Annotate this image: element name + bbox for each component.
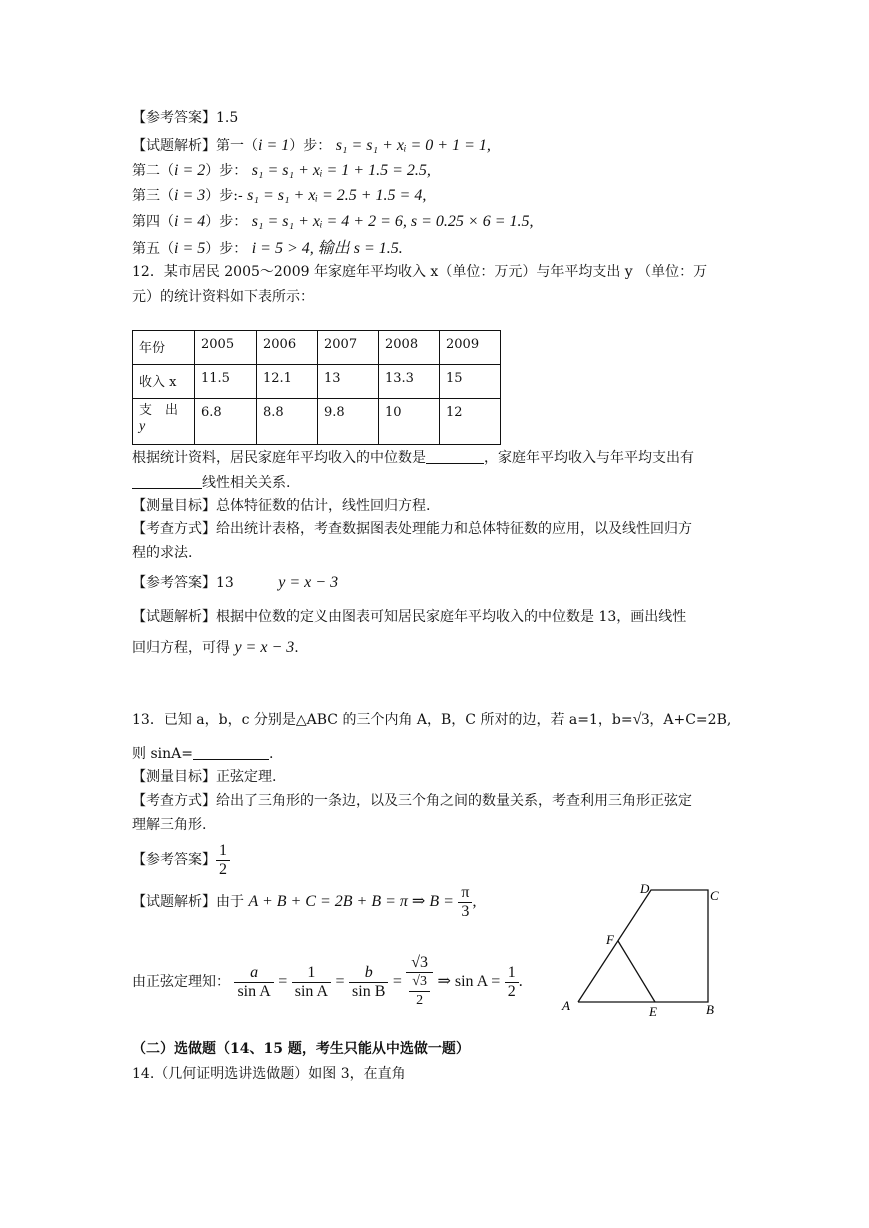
target-text: 总体特征数的估计，线性回归方程. bbox=[216, 498, 431, 514]
step-math: s₁ = s₁ + xᵢ = 1 + 1.5 = 2.5, bbox=[251, 162, 431, 179]
step-index: i = 2 bbox=[174, 162, 206, 179]
fraction-numerator: 1 bbox=[292, 964, 331, 983]
analysis-equation: y = x − 3 bbox=[234, 639, 295, 656]
q12-analysis bbox=[132, 607, 686, 627]
analysis-tag: 【试题解析】 bbox=[132, 138, 216, 154]
table-cell bbox=[133, 399, 195, 445]
answer-equation: y = x − 3 bbox=[278, 574, 339, 591]
step-math: i = 5 > 4, 输出 s = 1.5. bbox=[251, 240, 403, 257]
answer-blank bbox=[426, 447, 484, 464]
vertex-label: E bbox=[649, 1004, 657, 1019]
q13-stem-line2 bbox=[132, 743, 273, 764]
q12-method-line2: 程的求法. bbox=[132, 545, 193, 561]
step-prefix: 第一（ bbox=[216, 138, 258, 154]
fraction-numerator: √3 bbox=[409, 973, 430, 992]
table-cell: 13.3 bbox=[379, 365, 440, 399]
table-cell: 13 bbox=[318, 365, 379, 399]
stem-sqrt: √3 bbox=[632, 711, 650, 728]
table-cell: 6.8 bbox=[195, 399, 257, 445]
law-end: . bbox=[518, 973, 523, 990]
answer-tag: 【参考答案】 bbox=[132, 110, 216, 126]
q12-question bbox=[132, 447, 694, 468]
q13-target bbox=[132, 767, 276, 787]
table-row-spend bbox=[133, 399, 501, 445]
spend-label: 支 出 bbox=[139, 403, 179, 418]
table-cell: 12 bbox=[440, 399, 501, 445]
answer-blank bbox=[193, 743, 269, 760]
fraction-denominator: sin A bbox=[237, 982, 271, 1000]
method-text: 给出统计表格，考查数据图表处理能力和总体特征数的应用，以及线性回归方 bbox=[216, 521, 692, 537]
q13-answer bbox=[132, 840, 230, 880]
step-index: i = 1 bbox=[258, 137, 290, 154]
q12-answer bbox=[132, 573, 338, 593]
stem-text: 则 sinA= bbox=[132, 746, 193, 762]
q12-question-line2 bbox=[132, 472, 290, 493]
fraction-numerator: a bbox=[234, 964, 273, 983]
step-prefix: 第三（ bbox=[132, 188, 174, 204]
vertex-label: B bbox=[706, 1002, 714, 1017]
table-cell: 11.5 bbox=[195, 365, 257, 399]
law-prefix: 由正弦定理知： bbox=[132, 974, 230, 990]
fraction-numerator: b bbox=[349, 964, 388, 983]
fraction-numerator: 1 bbox=[505, 964, 519, 983]
q13-method bbox=[132, 791, 692, 811]
q11-step3 bbox=[132, 186, 426, 206]
q13-analysis bbox=[132, 882, 476, 922]
stats-table bbox=[132, 330, 501, 445]
table-cell: 9.8 bbox=[318, 399, 379, 445]
table-cell: 2009 bbox=[440, 331, 501, 365]
q11-answer: 1.5 bbox=[216, 110, 239, 126]
vertex-label: A bbox=[562, 998, 570, 1013]
fraction-denominator: 2 bbox=[219, 860, 227, 878]
method-tag: 【考查方式】 bbox=[132, 793, 216, 809]
vertex-label: D bbox=[640, 881, 650, 896]
step-index: i = 5 bbox=[174, 240, 206, 257]
table-row-income bbox=[133, 365, 501, 399]
spend-label-var: y bbox=[139, 419, 146, 434]
table-cell: 2008 bbox=[379, 331, 440, 365]
fraction-numerator: √3 bbox=[406, 954, 433, 973]
fraction-denominator: sin B bbox=[352, 982, 386, 1000]
vertex-label: F bbox=[606, 932, 614, 947]
q11-step2 bbox=[132, 161, 431, 181]
question-text: 根据统计资料，居民家庭年平均收入的中位数是 bbox=[132, 450, 426, 466]
table-cell: 2005 bbox=[195, 331, 257, 365]
stem-end: . bbox=[268, 746, 274, 762]
table-cell: 8.8 bbox=[257, 399, 318, 445]
step-prefix: 第二（ bbox=[132, 163, 174, 179]
q11-answer-line bbox=[132, 108, 238, 128]
analysis-end: . bbox=[294, 640, 299, 656]
step-prefix: 第五（ bbox=[132, 241, 174, 257]
q12-stem-line1: 12．某市居民 2005～2009 年家庭年平均收入 x（单位：万元）与年平均支出 y （单位：万 bbox=[132, 264, 708, 280]
q12-analysis-line2 bbox=[132, 638, 299, 658]
step-index: i = 3 bbox=[174, 187, 206, 204]
question-text: ，家庭年平均收入与年平均支出有 bbox=[484, 450, 694, 466]
fraction-numerator: π bbox=[458, 884, 472, 903]
step-mid: ）步： bbox=[205, 214, 248, 230]
answer-tag: 【参考答案】 bbox=[132, 575, 216, 591]
table-cell: 收入 x bbox=[133, 365, 195, 399]
stem-text: 13．已知 a，b，c 分别是△ABC 的三个内角 A，B，C 所对的边，若 a=1，b= bbox=[132, 712, 633, 728]
nested-fraction bbox=[406, 954, 433, 1010]
answer-blank bbox=[132, 472, 202, 489]
fraction-denominator bbox=[406, 973, 433, 1010]
step-mid: ）步： bbox=[289, 138, 332, 154]
q13-sine-law: 由正弦定理知： $\frac{a}{\text{sin A}}$ = $\frac{1}{\text{sin A}}$ = $\frac{b}{\text{sin B}}$ = $\frac{√3}{\frac{√3}{2}}$ ⇒ sin A = $\frac{1}{2}$ . bbox=[132, 954, 523, 1008]
answer-fraction bbox=[216, 842, 230, 879]
geometry-figure bbox=[556, 880, 736, 1020]
analysis-tag: 【试题解析】 bbox=[132, 609, 216, 625]
q12-method bbox=[132, 519, 692, 539]
fraction-denominator: sin A bbox=[294, 982, 329, 1000]
q14-stem: 14.（几何证明选讲选做题）如图 3，在直角 bbox=[132, 1066, 406, 1082]
table-cell: 15 bbox=[440, 365, 501, 399]
table-cell: 2007 bbox=[318, 331, 379, 365]
fraction-denominator: 2 bbox=[416, 993, 424, 1008]
answer-tag: 【参考答案】 bbox=[132, 852, 216, 868]
step-mid: ）步:- bbox=[205, 188, 243, 204]
question-text: 线性相关关系. bbox=[202, 475, 291, 491]
fraction-denominator: 3 bbox=[461, 902, 470, 920]
q12-stem-line2: 元）的统计资料如下表所示： bbox=[132, 289, 314, 305]
method-tag: 【考查方式】 bbox=[132, 521, 216, 537]
fraction bbox=[349, 964, 388, 1001]
target-tag: 【测量目标】 bbox=[132, 498, 216, 514]
step-index: i = 4 bbox=[174, 213, 206, 230]
analysis-tag: 【试题解析】 bbox=[132, 894, 216, 910]
method-text: 给出了三角形的一条边，以及三个角之间的数量关系，考查利用三角形正弦定 bbox=[216, 793, 692, 809]
segment-fe bbox=[618, 941, 655, 1002]
section-heading: （二）选做题（14、15 题，考生只能从中选做一题） bbox=[132, 1041, 470, 1057]
pi-over-three bbox=[458, 884, 472, 921]
analysis-equation: A + B + C = 2B + B = π ⇒ B = bbox=[248, 893, 454, 910]
step-mid: ）步： bbox=[205, 241, 248, 257]
vertex-label: C bbox=[710, 888, 719, 903]
fraction bbox=[234, 964, 273, 1001]
fraction bbox=[292, 964, 331, 1001]
analysis-end: , bbox=[472, 893, 477, 910]
stem-text: ，A+C=2B, bbox=[649, 712, 732, 728]
step-math: s₁ = s₁ + xᵢ = 0 + 1 = 1, bbox=[335, 137, 491, 154]
law-result: ⇒ sin A = bbox=[437, 973, 501, 990]
target-tag: 【测量目标】 bbox=[132, 769, 216, 785]
step-math: s₁ = s₁ + xᵢ = 2.5 + 1.5 = 4, bbox=[247, 187, 427, 204]
table-cell: 年份 bbox=[133, 331, 195, 365]
q11-step5 bbox=[132, 239, 403, 259]
q12-target bbox=[132, 496, 430, 516]
target-text: 正弦定理. bbox=[216, 769, 277, 785]
q13-stem bbox=[132, 710, 731, 730]
table-cell: 10 bbox=[379, 399, 440, 445]
analysis-text: 由于 bbox=[216, 894, 244, 910]
step-prefix: 第四（ bbox=[132, 214, 174, 230]
step-math: s₁ = s₁ + xᵢ = 4 + 2 = 6, s = 0.25 × 6 = 1.5, bbox=[251, 213, 534, 230]
q11-step1 bbox=[132, 136, 491, 156]
answer-median: 13 bbox=[216, 575, 234, 591]
step-mid: ）步： bbox=[205, 163, 248, 179]
fraction bbox=[505, 964, 519, 1001]
table-cell: 12.1 bbox=[257, 365, 318, 399]
table-cell: 2006 bbox=[257, 331, 318, 365]
table-row-year bbox=[133, 331, 501, 365]
fraction-numerator: 1 bbox=[216, 842, 230, 861]
trapezoid-outline bbox=[578, 890, 708, 1002]
fraction-denominator: 2 bbox=[507, 982, 516, 1000]
analysis-text: 根据中位数的定义由图表可知居民家庭年平均收入的中位数是 13，画出线性 bbox=[216, 609, 687, 625]
analysis-text: 回归方程，可得 bbox=[132, 640, 230, 656]
q11-step4 bbox=[132, 212, 534, 232]
q13-method-line2: 理解三角形. bbox=[132, 817, 207, 833]
